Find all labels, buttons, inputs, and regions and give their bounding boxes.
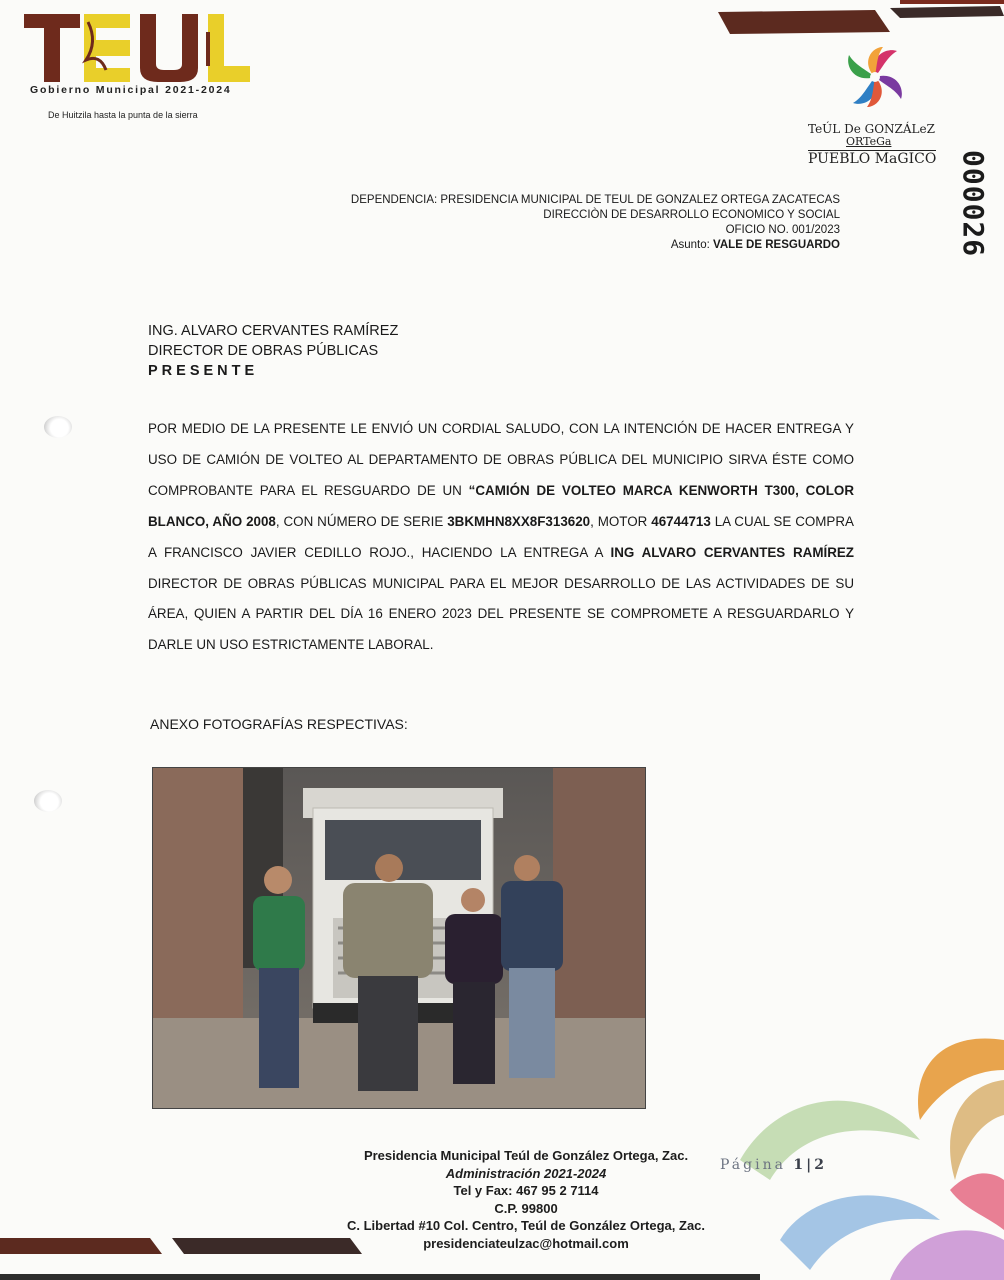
page-label: Página [720,1157,786,1173]
punch-hole [34,790,62,812]
header-decorative-stripes [700,0,1004,40]
vehicle-description: “CAMIÓN DE VOLTEO MARCA KENWORTH T300, COLOR BLANCO, AÑO 2008 [148,482,854,529]
addressee-role: DIRECTOR DE OBRAS PÚBLICAS [148,343,379,359]
footer-institution: Presidencia Municipal Teúl de González Ortega, Zac. [363,1148,689,1163]
teul-logo [22,2,254,90]
anexo-label: ANEXO FOTOGRAFÍAS RESPECTIVAS: [150,716,408,732]
body-text: , MOTOR [590,513,652,529]
truck-photograph [152,767,646,1109]
pueblo-title-line1: TeÚL De GONZÁLeZ [808,122,935,136]
body-text: LA CUAL SE COMPRA A FRANCISCO JAVIER CEDILLO ROJO., HACIENDO LA ENTREGA A [148,513,854,560]
oficio-number: OFICIO NO. 001/2023 [725,224,840,236]
asunto-label: Asunto: [670,239,710,251]
body-paragraph [148,414,854,661]
footer-street-address: C. Libertad #10 Col. Centro, Teúl de González Ortega, Zac. [346,1218,706,1233]
motor-number: 46744713 [651,513,711,529]
presente-label: PRESENTE [148,363,259,379]
asunto-line [671,239,840,251]
footer-administration: Administración 2021-2024 [445,1165,607,1181]
footer-email: presidenciateulzac@hotmail.com [423,1235,629,1251]
footer-decorative-swirl [740,1030,1004,1280]
pueblo-magico-emblem-icon [838,44,912,110]
folio-number: 000026 [957,150,990,258]
recipient-name: ING ALVARO CERVANTES RAMÍREZ [610,544,854,560]
footer-postal-code: C.P. 99800 [494,1200,558,1216]
body-text: , CON NÚMERO DE SERIE [275,513,448,529]
logo-subtitle: Gobierno Municipal 2021-2024 [30,84,232,96]
footer-phone: Tel y Fax: 467 95 2 7114 [453,1183,599,1198]
body-text: POR MEDIO DE LA PRESENTE LE ENVIÓ UN CORDIAL SALUDO, CON LA INTENCIÓN DE HACER ENTREGA Y USO DE CAMIÓN DE VOLTEO AL DEPARTAMENTO DE OBRAS PÚBLICA DEL MUNICIPIO SIRVA ÉSTE COMO COMPROBANTE PARA EL RESGUARDO DE UN [148,421,854,498]
page-number: 1|2 [793,1157,827,1173]
photo-illustration [153,768,645,1108]
asunto-value: VALE DE RESGUARDO [713,239,840,251]
punch-hole [44,416,72,438]
page-indicator [720,1157,827,1173]
pueblo-magico-label: PUEBLO MaGICO [808,151,937,167]
logo-tagline: De Huitzila hasta la punta de la sierra [48,110,198,120]
footer-address-block [286,1147,766,1252]
body-text: DIRECTOR DE OBRAS PÚBLICAS MUNICIPAL PARA EL MEJOR DESARROLLO DE LAS ACTIVIDADES DE SU ÁREA, QUIEN A PARTIR DEL DÍA 16 ENERO 2023 DEL PRESENTE SE COMPROMETE A RESGUARDARLO Y DARLE UN USO ESTRICTAMENTE LABORAL. [148,575,854,653]
addressee-name: ING. ALVARO CERVANTES RAMÍREZ [148,323,399,339]
dependencia-line: DEPENDENCIA: PRESIDENCIA MUNICIPAL DE TEUL DE GONZALEZ ORTEGA ZACATECAS [350,194,840,206]
direccion-line: DIRECCIÒN DE DESARROLLO ECONOMICO Y SOCIAL [543,209,840,221]
serial-number: 3BKMHN8XX8F313620 [447,513,591,529]
pueblo-title-line2: ORTeGa [846,135,892,148]
